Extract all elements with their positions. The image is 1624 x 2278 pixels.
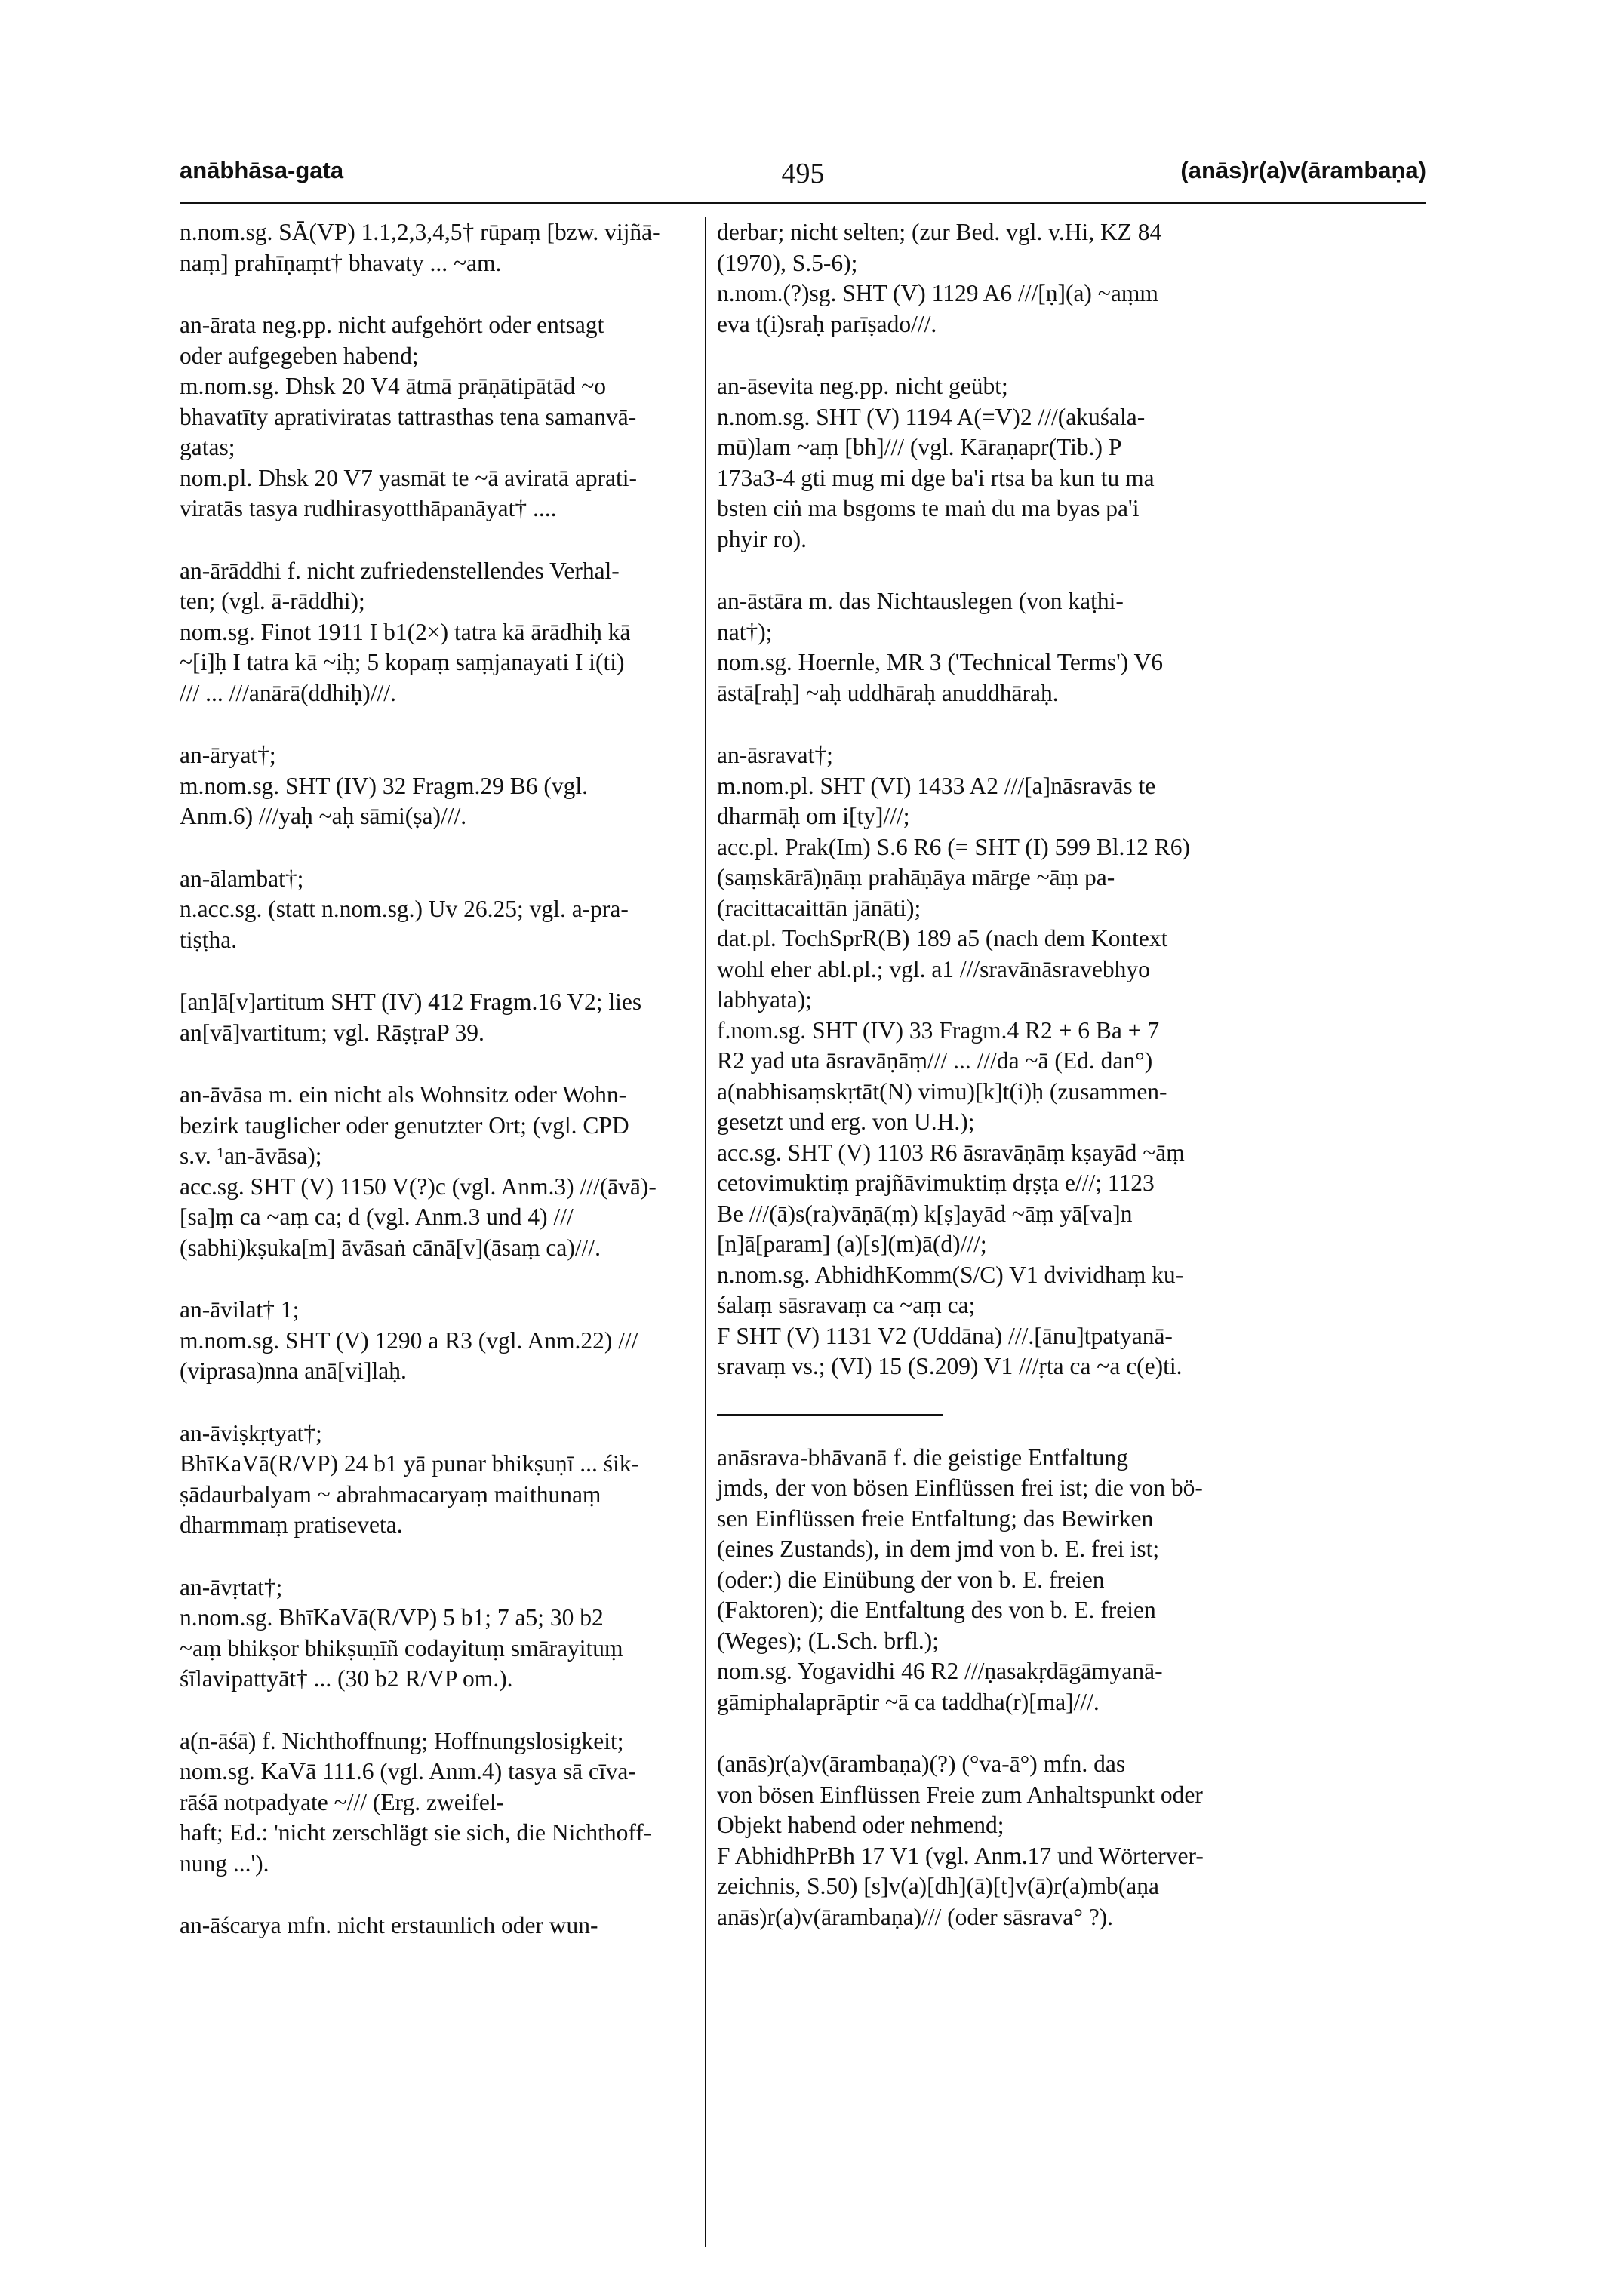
dictionary-entry (180, 217, 768, 278)
entry-line: nung ...'). (180, 1849, 269, 1877)
entry-line: an[vā]vartitum; vgl. RāṣṭraP 39. (180, 1019, 484, 1046)
entry-line: /// ... ///anārā(ddhiḥ)///. (180, 679, 396, 706)
entry-line: n.nom.sg. AbhidhKomm(S/C) V1 dvividhaṃ ku- (717, 1261, 1184, 1288)
entry-line: nat†); (717, 618, 773, 645)
dictionary-entry (180, 1080, 768, 1263)
entry-line: m.nom.sg. SHT (IV) 32 Fragm.29 B6 (vgl. (180, 772, 589, 799)
dictionary-entry (180, 556, 768, 709)
entry-line: (eines Zustands), in dem jmd von b. E. frei ist; (717, 1536, 1160, 1562)
entry-line: m.nom.sg. Dhsk 20 V4 ātmā prāṇātipātād ~o (180, 373, 607, 399)
entry-line: (oder:) die Einübung der von b. E. freien (717, 1566, 1105, 1593)
entry-line: eva t(i)sraḥ parīṣado///. (717, 310, 937, 337)
entry-line: tiṣṭha. (180, 926, 238, 953)
entry-line: labhyata); (717, 986, 812, 1013)
entry-line: wohl eher abl.pl.; vgl. a1 ///sravānāsravebhyo (717, 955, 1150, 982)
dictionary-entry (180, 1419, 768, 1541)
entry-line: a(n-āśā) f. Nichthoffnung; Hoffnungslosigkeit; (180, 1727, 624, 1754)
dictionary-entry (717, 740, 1306, 1382)
entry-line: derbar; nicht selten; (zur Bed. vgl. v.Hi, KZ 84 (717, 219, 1162, 245)
entry-line: (viprasa)nna anā[vi]laḥ. (180, 1357, 407, 1384)
entry-line: naṃ] prahīṇaṃt† bhavaty ... ~am. (180, 249, 502, 276)
dictionary-entry (180, 987, 768, 1048)
entry-line: (Weges); (L.Sch. brfl.); (717, 1627, 939, 1654)
entry-line: an-āsevita neg.pp. nicht geübt; (717, 373, 1008, 399)
entry-line: rāśā notpadyate ~/// (Erg. zweifel- (180, 1788, 505, 1815)
dictionary-entry (180, 740, 768, 832)
entry-line: (1970), S.5-6); (717, 249, 858, 276)
section-separator (717, 1414, 943, 1416)
entry-line: [n]ā[param] (a)[s](m)ā(d)///; (717, 1231, 987, 1257)
entry-line: R2 yad uta āsravāṇāṃ/// ... ///da ~ā (Ed. dan°) (717, 1047, 1153, 1074)
header-rule (180, 202, 1426, 204)
running-head-left: anābhāsa-gata (180, 157, 344, 183)
entry-line: zeichnis, S.50) [s]v(a)[dh](ā)[t]v(ā)r(a)mb(aṇa (717, 1873, 1159, 1899)
entry-line: (racittacaittān jānāti); (717, 894, 921, 921)
dictionary-entry (180, 1726, 768, 1880)
entry-line: haft; Ed.: 'nicht zerschlägt sie sich, die Nichthoff- (180, 1819, 652, 1846)
entry-line: f.nom.sg. SHT (IV) 33 Fragm.4 R2 + 6 Ba + 7 (717, 1016, 1160, 1044)
entry-line: n.nom.sg. SĀ(VP) 1.1,2,3,4,5† rūpaṃ [bzw. vijñā- (180, 219, 660, 245)
entry-line: (sabhi)kṣuka[m] āvāsaṅ cānā[v](āsaṃ ca)///. (180, 1234, 601, 1261)
dictionary-entry (717, 1749, 1306, 1932)
dictionary-entry (180, 864, 768, 956)
column-divider (705, 217, 706, 2247)
entry-line: nom.pl. Dhsk 20 V7 yasmāt te ~ā aviratā aprati- (180, 464, 638, 491)
entry-line: anās)r(a)v(ārambaṇa)/// (oder sāsrava° ?). (717, 1903, 1114, 1930)
entry-line: an-āviṣkṛtyat†; (180, 1419, 322, 1446)
entry-line: śīlavipattyāt† ... (30 b2 R/VP om.). (180, 1665, 513, 1692)
entry-line: gatas; (180, 434, 235, 460)
entry-line: cetovimuktiṃ prajñāvimuktiṃ dṛṣṭa e///; 1123 (717, 1170, 1155, 1196)
entry-line: BhīKaVā(R/VP) 24 b1 yā punar bhikṣuṇī ... śik- (180, 1450, 639, 1477)
entry-line: gesetzt und erg. von U.H.); (717, 1108, 975, 1135)
entry-line: a(nabhisaṃskṛtāt(N) vimu)[k]t(i)ḥ (zusammen- (717, 1078, 1167, 1105)
entry-line: F SHT (V) 1131 V2 (Uddāna) ///.[ānu]tpatyanā- (717, 1322, 1173, 1349)
entry-line: an-āvṛtat†; (180, 1573, 283, 1600)
entry-line: bhavatīty aprativiratas tattrasthas tena samanvā- (180, 403, 637, 430)
dictionary-entry (717, 217, 1306, 340)
entry-line: āstā[raḥ] ~aḥ uddhāraḥ anuddhāraḥ. (717, 679, 1059, 706)
entry-line: (saṃskārā)ṇāṃ prahāṇāya mārge ~āṃ pa- (717, 864, 1115, 890)
entry-line: n.nom.(?)sg. SHT (V) 1129 A6 ///[ṇ](a) ~aṃm (717, 280, 1158, 306)
entry-line: an-āvāsa m. ein nicht als Wohnsitz oder Wohn- (180, 1081, 627, 1108)
dictionary-entry (180, 1295, 768, 1387)
entry-line: 173a3-4 gti mug mi dge ba'i rtsa ba kun tu ma (717, 464, 1155, 491)
entry-line: an-ārāddhi f. nicht zufriedenstellendes Verhal- (180, 557, 620, 584)
entry-line: jmds, der von bösen Einflüssen frei ist; die von bö- (717, 1474, 1203, 1501)
entry-line: Anm.6) ///yaḥ ~aḥ sāmi(ṣa)///. (180, 803, 467, 829)
entry-line: nom.sg. Finot 1911 I b1(2×) tatra kā ārādhiḥ kā (180, 618, 631, 645)
entry-line: an-āryat†; (180, 742, 276, 768)
entry-line: Be ///(ā)s(ra)vāṇā(ṃ) k[ṣ]ayād ~āṃ yā[va]n (717, 1200, 1133, 1227)
entry-line: an-ālambat†; (180, 865, 304, 892)
entry-line: bezirk tauglicher oder genutzter Ort; (vgl. CPD (180, 1111, 629, 1139)
entry-line: s.v. ¹an-āvāsa); (180, 1142, 322, 1169)
dictionary-entry (180, 1911, 768, 1941)
entry-line: [an]ā[v]artitum SHT (IV) 412 Fragm.16 V2; lies (180, 988, 642, 1015)
entry-line: anāsrava-bhāvanā f. die geistige Entfaltung (717, 1443, 1128, 1471)
entry-line: bsten ciṅ ma bsgoms te maṅ du ma byas pa'i (717, 495, 1140, 521)
entry-line: viratās tasya rudhirasyotthāpanāyat† .... (180, 495, 557, 521)
entry-line: an-āścarya mfn. nicht erstaunlich oder wun- (180, 1912, 598, 1938)
entry-line: an-āsravat†; (717, 742, 833, 768)
entry-line: n.acc.sg. (statt n.nom.sg.) Uv 26.25; vgl. a-pra- (180, 896, 629, 922)
entry-line: an-āvilat† 1; (180, 1296, 300, 1323)
entry-line: acc.sg. SHT (V) 1150 V(?)c (vgl. Anm.3) ///(āvā)- (180, 1173, 657, 1200)
left-column (180, 217, 768, 1973)
entry-line: dharmmaṃ pratiseveta. (180, 1511, 403, 1538)
entry-line: n.nom.sg. SHT (V) 1194 A(=V)2 ///(akuśala- (717, 403, 1146, 430)
dictionary-entry (717, 586, 1306, 709)
entry-line: oder aufgegeben habend; (180, 342, 419, 369)
entry-line: ~[i]ḥ I tatra kā ~iḥ; 5 kopaṃ saṃjanayati I i(ti) (180, 649, 625, 675)
entry-line: ten; (vgl. ā-rāddhi); (180, 588, 365, 614)
entry-line: nom.sg. KaVā 111.6 (vgl. Anm.4) tasya sā cīva- (180, 1758, 636, 1785)
entry-line: Objekt habend oder nehmend; (717, 1812, 1004, 1838)
dictionary-entry (717, 371, 1306, 555)
entry-line: nom.sg. Hoernle, MR 3 ('Technical Terms') V6 (717, 649, 1164, 675)
right-column (717, 217, 1306, 1964)
entry-line: sravaṃ vs.; (VI) 15 (S.209) V1 ///ṛta ca ~a c(e)ti. (717, 1353, 1183, 1379)
entry-line: dat.pl. TochSprR(B) 189 a5 (nach dem Kontext (717, 925, 1168, 951)
entry-line: ~aṃ bhikṣor bhikṣuṇīñ codayituṃ smārayituṃ (180, 1634, 623, 1662)
entry-line: phyir ro). (717, 525, 807, 552)
entry-line: mū)lam ~aṃ [bh]/// (vgl. Kāraṇapr(Tib.) P (717, 434, 1122, 460)
entry-line: F AbhidhPrBh 17 V1 (vgl. Anm.17 und Wörterver- (717, 1842, 1204, 1869)
entry-line: an-ārata neg.pp. nicht aufgehört oder entsagt (180, 312, 604, 338)
entry-line: (Faktoren); die Entfaltung des von b. E. freien (717, 1597, 1156, 1623)
page-number: 495 (781, 158, 825, 189)
dictionary-entry (180, 310, 768, 524)
entry-line: von bösen Einflüssen Freie zum Anhaltspunkt oder (717, 1781, 1203, 1808)
dictionary-entry (717, 1443, 1306, 1718)
entry-line: ṣādaurbalyam ~ abrahmacaryaṃ maithunaṃ (180, 1480, 601, 1508)
page-header (180, 157, 1426, 202)
entry-line: (anās)r(a)v(ārambaṇa)(?) (°va-ā°) mfn. das (717, 1751, 1126, 1777)
entry-line: gāmiphalaprāptir ~ā ca taddha(r)[ma]///. (717, 1688, 1100, 1715)
entry-line: m.nom.pl. SHT (VI) 1433 A2 ///[a]nāsravās te (717, 772, 1156, 799)
entry-line: acc.sg. SHT (V) 1103 R6 āsravāṇāṃ kṣayād ~āṃ (717, 1139, 1185, 1166)
dictionary-entry (180, 1572, 768, 1695)
entry-line: n.nom.sg. BhīKaVā(R/VP) 5 b1; 7 a5; 30 b2 (180, 1604, 604, 1631)
entry-line: sen Einflüssen freie Entfaltung; das Bewirken (717, 1505, 1154, 1532)
entry-line: nom.sg. Yogavidhi 46 R2 ///ṇasakṛdāgāmyanā- (717, 1658, 1163, 1684)
entry-line: [sa]ṃ ca ~aṃ ca; d (vgl. Anm.3 und 4) /// (180, 1204, 574, 1230)
entry-line: m.nom.sg. SHT (V) 1290 a R3 (vgl. Anm.22) /// (180, 1327, 638, 1354)
entry-line: dharmāḥ om i[ty]///; (717, 803, 910, 829)
entry-line: śalaṃ sāsravaṃ ca ~aṃ ca; (717, 1292, 976, 1318)
running-head-right: (anās)r(a)v(ārambaṇa) (1180, 157, 1426, 183)
entry-line: acc.pl. Prak(Im) S.6 R6 (= SHT (I) 599 Bl.12 R6) (717, 833, 1190, 860)
entry-line: an-āstāra m. das Nichtauslegen (von kaṭhi- (717, 588, 1124, 614)
